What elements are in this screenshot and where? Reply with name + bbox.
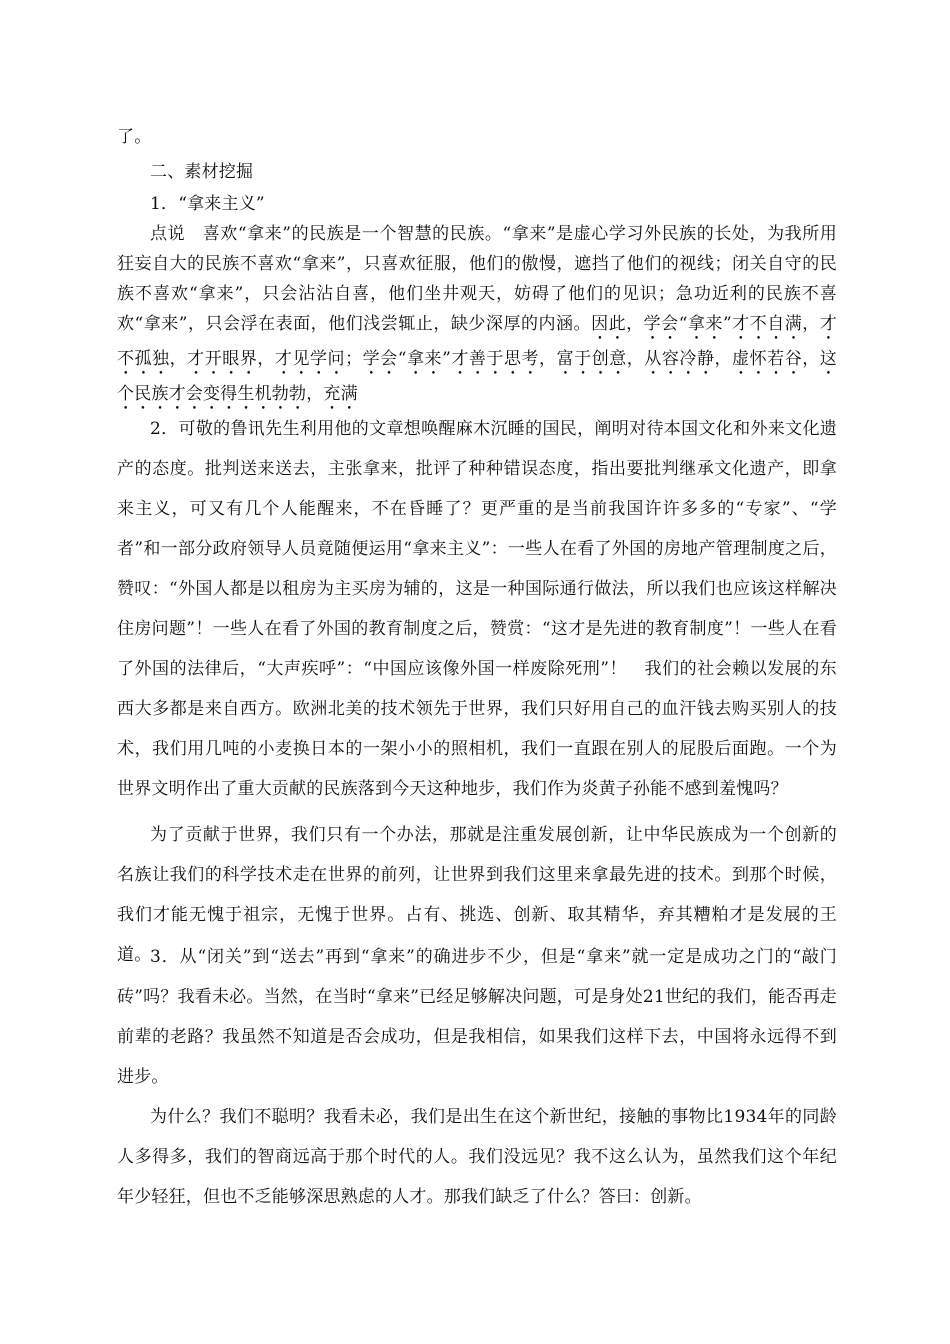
paragraph-1-plain-text: 点说 喜欢“拿来”的民族是一个智慧的民族。“拿来”是虚心学习外民族的长处，为我所用狂妄自大的民族不喜欢“拿来”，只喜欢征服，他们的傲慢，遮挡了他们的视线；闭关自守的民族不喜欢“拿来”，只会沾沾自喜，他们坐井观天，妨碍了他们的见识；急功近利的民族不喜欢“拿来”，只会浮在表面，他们浅尝辄止，缺少深厚的内涵。 [117,224,837,334]
paragraph-4: 3．从“闭关”到“送去”再到“拿来”的确进步不少，但是“拿来”就一定是成功之门的“敲门砖”吗？我看未必。当然，在当时“拿来”已经足够解决问题，可是身处21世纪的我们，能否再走前辈的老路？我虽然不知道是否会成功，但是我相信，如果我们这样下去，中国将永远得不到进步。 [117,947,837,1087]
subsection-heading-1: 1．“拿来主义” [150,194,265,214]
paragraph-2: 2．可敬的鲁讯先生利用他的文章想唤醒麻木沉睡的国民，阐明对待本国文化和外来文化遗产的态度。批判送来送去，主张拿来，批评了种种错误态度，指出要批判继承文化遗产，即拿来主义，可又有几个人能醒来，不在昏睡了？更严重的是当前我国许许多多的“专家”、“学者”和一部分政府领导人员竟随便运用“拿来主义”：一些人在看了外国的房地产管理制度之后，赞叹：“外国人都是以租房为主买房为辅的，这是一种国际通行做法，所以我们也应该这样解决住房问题”！一些人在看了外国的教育制度之后，赞赏：“这才是先进的教育制度”！一些人在看了外国的法律后，“大声疾呼”：“中国应该像外国一样废除死刑”！ 我们的社会赖以发展的东西大多都是来自西方。欧洲北美的技术领先于世界，我们只好用自己的血汗钱去购买别人的技术，我们用几吨的小麦换日本的一架小小的照相机，我们一直跟在别人的屁股后面跑。一个为世界文明作出了重大贡献的民族落到今天这种地步，我们作为炎黄子孙能不感到羞愧吗？ [117,419,837,799]
paragraph-1 [117,219,837,414]
paragraph-3: 为了贡献于世界，我们只有一个办法，那就是注重发展创新，让中华民族成为一个创新的名族让我们的科学技术走在世界的前列，让世界到我们这里来拿最先进的技术。到那个时候，我们才能无愧于祖宗，无愧于世界。占有、挑选、创新、取其精华，弃其糟粕才是发展的王道。 [117,825,837,965]
paragraph-1-emphasized-text: 因此，学会“拿来”才不自满，才不孤独，才开眼界，才见学问；学会“拿来”才善于思考，富于创意，从容冷静，虚怀若谷，这个民族才会变得生机勃勃，充满 [117,314,838,404]
paragraph-5: 为什么？我们不聪明？我看未必，我们是出生在这个新世纪，接触的事物比1934年的同龄人多得多，我们的智商远高于那个时代的人。我们没远见？我不这么认为，虽然我们这个年纪年少轻狂，但也不乏能够深思熟虑的人才。那我们缺乏了什么？答曰：创新。 [117,1107,837,1207]
section-heading: 二、素材挖掘 [150,162,254,182]
continuation-line: 了。 [117,127,152,147]
